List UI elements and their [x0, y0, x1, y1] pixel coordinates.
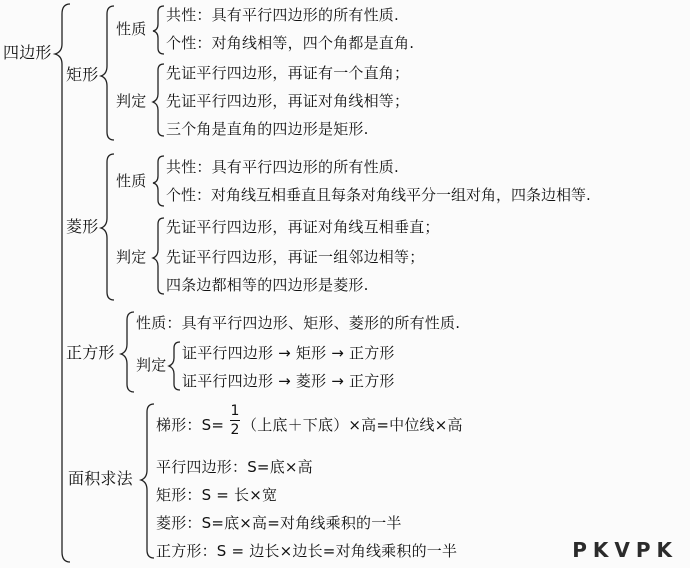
rhombus-label: 菱形 — [66, 217, 99, 236]
fraction-numerator: 1 — [230, 403, 240, 419]
area-rhombus: 菱形：S=底×高=对角线乘积的一半 — [156, 514, 402, 532]
square-judge-item-1: 证平行四边形 → 矩形 → 正方形 — [182, 344, 395, 362]
area-rect: 矩形：S = 长×宽 — [156, 486, 278, 504]
brace-square — [121, 312, 134, 392]
rhombus-judge-item-1: 先证平行四边形，再证对角线互相垂直； — [166, 218, 440, 236]
rhombus-judge-item-2: 先证平行四边形，再证一组邻边相等； — [166, 248, 425, 266]
square-judge-item-2: 证平行四边形 → 菱形 → 正方形 — [182, 372, 395, 390]
rect-prop-label: 性质 — [116, 20, 147, 38]
brace-rhombus-judge — [153, 218, 164, 294]
area-label: 面积求法 — [68, 469, 133, 488]
rhombus-judge-item-3: 四条边都相等的四边形是菱形. — [166, 276, 369, 294]
rect-judge-label: 判定 — [116, 92, 147, 110]
fraction-one-half — [230, 404, 240, 437]
brace-rect — [101, 6, 114, 140]
brace-rect-prop — [153, 6, 164, 54]
fraction-bar — [230, 420, 240, 421]
area-parallelogram: 平行四边形：S=底×高 — [156, 458, 313, 476]
area-trapezoid-suffix: （上底＋下底）×高=中位线×高 — [242, 416, 463, 434]
rect-judge-item-2: 先证平行四边形，再证对角线相等； — [166, 92, 410, 110]
brace-rhombus — [101, 154, 114, 300]
brace-square-judge — [169, 342, 180, 390]
fraction-denominator: 2 — [230, 422, 240, 438]
area-square: 正方形：S = 边长×边长=对角线乘积的一半 — [156, 542, 458, 560]
rhombus-prop-label: 性质 — [116, 172, 147, 190]
root-label: 四边形 — [3, 43, 52, 62]
brace-area — [141, 404, 154, 558]
rect-prop-special: 个性：对角线相等，四个角都是直角. — [166, 34, 415, 52]
square-prop: 性质：具有平行四边形、矩形、菱形的所有性质. — [136, 314, 461, 332]
brace-rhombus-prop — [153, 156, 164, 206]
rect-label: 矩形 — [66, 65, 99, 84]
square-judge-label: 判定 — [136, 356, 167, 374]
rect-prop-common: 共性：具有平行四边形的所有性质. — [166, 6, 399, 24]
rhombus-prop-special: 个性：对角线互相垂直且每条对角线平分一组对角，四条边相等. — [166, 186, 591, 204]
rect-judge-item-3: 三个角是直角的四边形是矩形. — [166, 120, 369, 138]
rect-judge-item-1: 先证平行四边形，再证有一个直角； — [166, 64, 410, 82]
rhombus-judge-label: 判定 — [116, 248, 147, 266]
square-label: 正方形 — [66, 343, 115, 362]
watermark: PKVPK — [572, 538, 678, 562]
rhombus-prop-common: 共性：具有平行四边形的所有性质. — [166, 158, 399, 176]
area-trapezoid-prefix: 梯形：S= — [156, 416, 225, 434]
brace-rect-judge — [153, 64, 164, 136]
